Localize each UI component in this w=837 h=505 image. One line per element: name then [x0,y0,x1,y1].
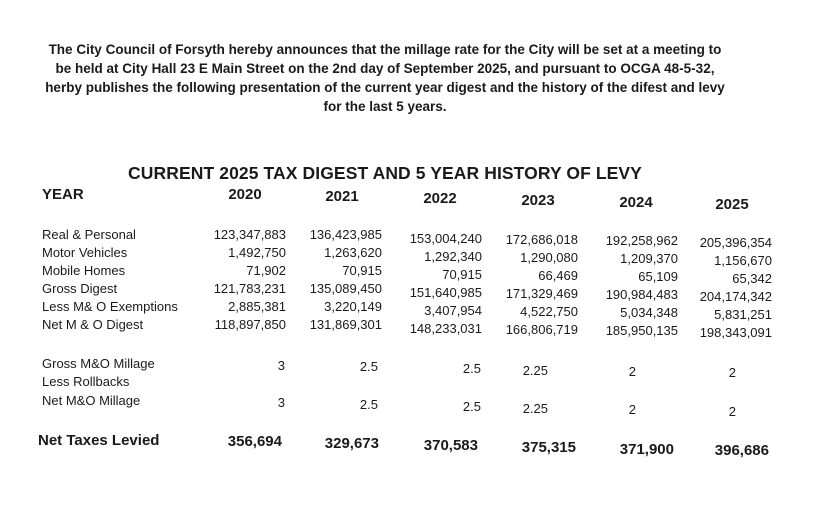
net-taxes-value: 396,686 [714,442,769,459]
digest-value: 190,984,483 [605,287,678,302]
millage-label: Net M&O Millage [42,393,141,408]
digest-value: 192,258,962 [605,233,678,248]
row-label: Motor Vehicles [42,245,128,260]
digest-value: 70,915 [342,263,382,278]
net-taxes-value: 375,315 [521,439,576,456]
digest-value: 148,233,031 [409,321,482,336]
digest-value: 118,897,850 [214,317,286,332]
net-taxes-value: 371,900 [619,441,674,458]
digest-value: 1,292,340 [424,249,482,264]
digest-value: 153,004,240 [409,231,482,246]
millage-value: 2.5 [359,359,378,374]
row-label: Net M & O Digest [42,317,144,332]
millage-value: 2 [728,404,736,419]
year-header: 2020 [228,186,262,203]
digest-value: 1,492,750 [228,245,286,260]
digest-value: 172,686,018 [505,232,578,247]
digest-value: 123,347,883 [213,227,286,242]
digest-value: 198,343,091 [699,325,772,340]
millage-value: 3 [277,358,285,373]
row-label: Real & Personal [42,227,136,242]
millage-value: 2.5 [359,397,378,412]
digest-value: 65,342 [732,271,772,286]
announcement-text: The City Council of Forsyth hereby announces that the millage rate for the City will be set at a meeting to be held at City Hall 23 E Main Street on the 2nd day of September 2025, and pursuant to OCGA 48-5-32, herby publishes the following presentation of the current year digest and the history of the difest and levy for the last 5 years. [45,42,725,114]
net-taxes-label: Net Taxes Levied [38,432,160,449]
year-column-label: YEAR [42,186,84,203]
year-header: 2021 [325,188,359,205]
year-header: 2023 [521,192,555,209]
digest-value: 151,640,985 [409,285,482,300]
millage-value: 2.5 [462,399,481,414]
digest-value: 2,885,381 [228,299,286,314]
millage-value: 2.25 [522,401,548,416]
digest-value: 131,869,301 [309,317,382,332]
digest-value: 204,174,342 [699,289,772,304]
digest-value: 5,034,348 [620,305,678,320]
digest-value: 1,290,080 [520,250,578,265]
millage-value: 2 [628,402,636,417]
digest-value: 65,109 [638,269,678,284]
digest-value: 1,156,670 [714,253,772,268]
millage-value: 2 [628,364,636,379]
digest-value: 166,806,719 [505,322,578,337]
digest-value: 5,831,251 [714,307,772,322]
year-header: 2025 [715,196,749,213]
digest-value: 3,407,954 [424,303,482,318]
digest-value: 1,263,620 [324,245,382,260]
net-taxes-value: 356,694 [227,433,282,450]
net-taxes-value: 370,583 [423,437,478,454]
millage-label: Gross M&O Millage [42,356,155,371]
millage-value: 2.25 [522,363,548,378]
digest-value: 3,220,149 [324,299,382,314]
digest-value: 135,089,450 [309,281,382,296]
millage-value: 2 [728,365,736,380]
year-header: 2022 [423,190,457,207]
millage-value: 2.5 [462,361,481,376]
digest-value: 121,783,231 [213,281,286,296]
row-label: Gross Digest [42,281,118,296]
digest-value: 171,329,469 [505,286,578,301]
digest-value: 205,396,354 [699,235,772,250]
digest-value: 1,209,370 [620,251,678,266]
row-label: Mobile Homes [42,263,126,278]
row-label: Less M& O Exemptions [42,299,178,314]
millage-label: Less Rollbacks [42,374,130,389]
digest-value: 71,902 [246,263,286,278]
digest-value: 136,423,985 [309,227,382,242]
digest-value: 66,469 [538,268,578,283]
year-header: 2024 [619,194,653,211]
net-taxes-value: 329,673 [324,435,379,452]
digest-value: 4,522,750 [520,304,578,319]
digest-value: 185,950,135 [605,323,678,338]
millage-value: 3 [277,395,285,410]
digest-value: 70,915 [442,267,482,282]
digest-heading: CURRENT 2025 TAX DIGEST AND 5 YEAR HISTORY OF LEVY [128,163,642,183]
